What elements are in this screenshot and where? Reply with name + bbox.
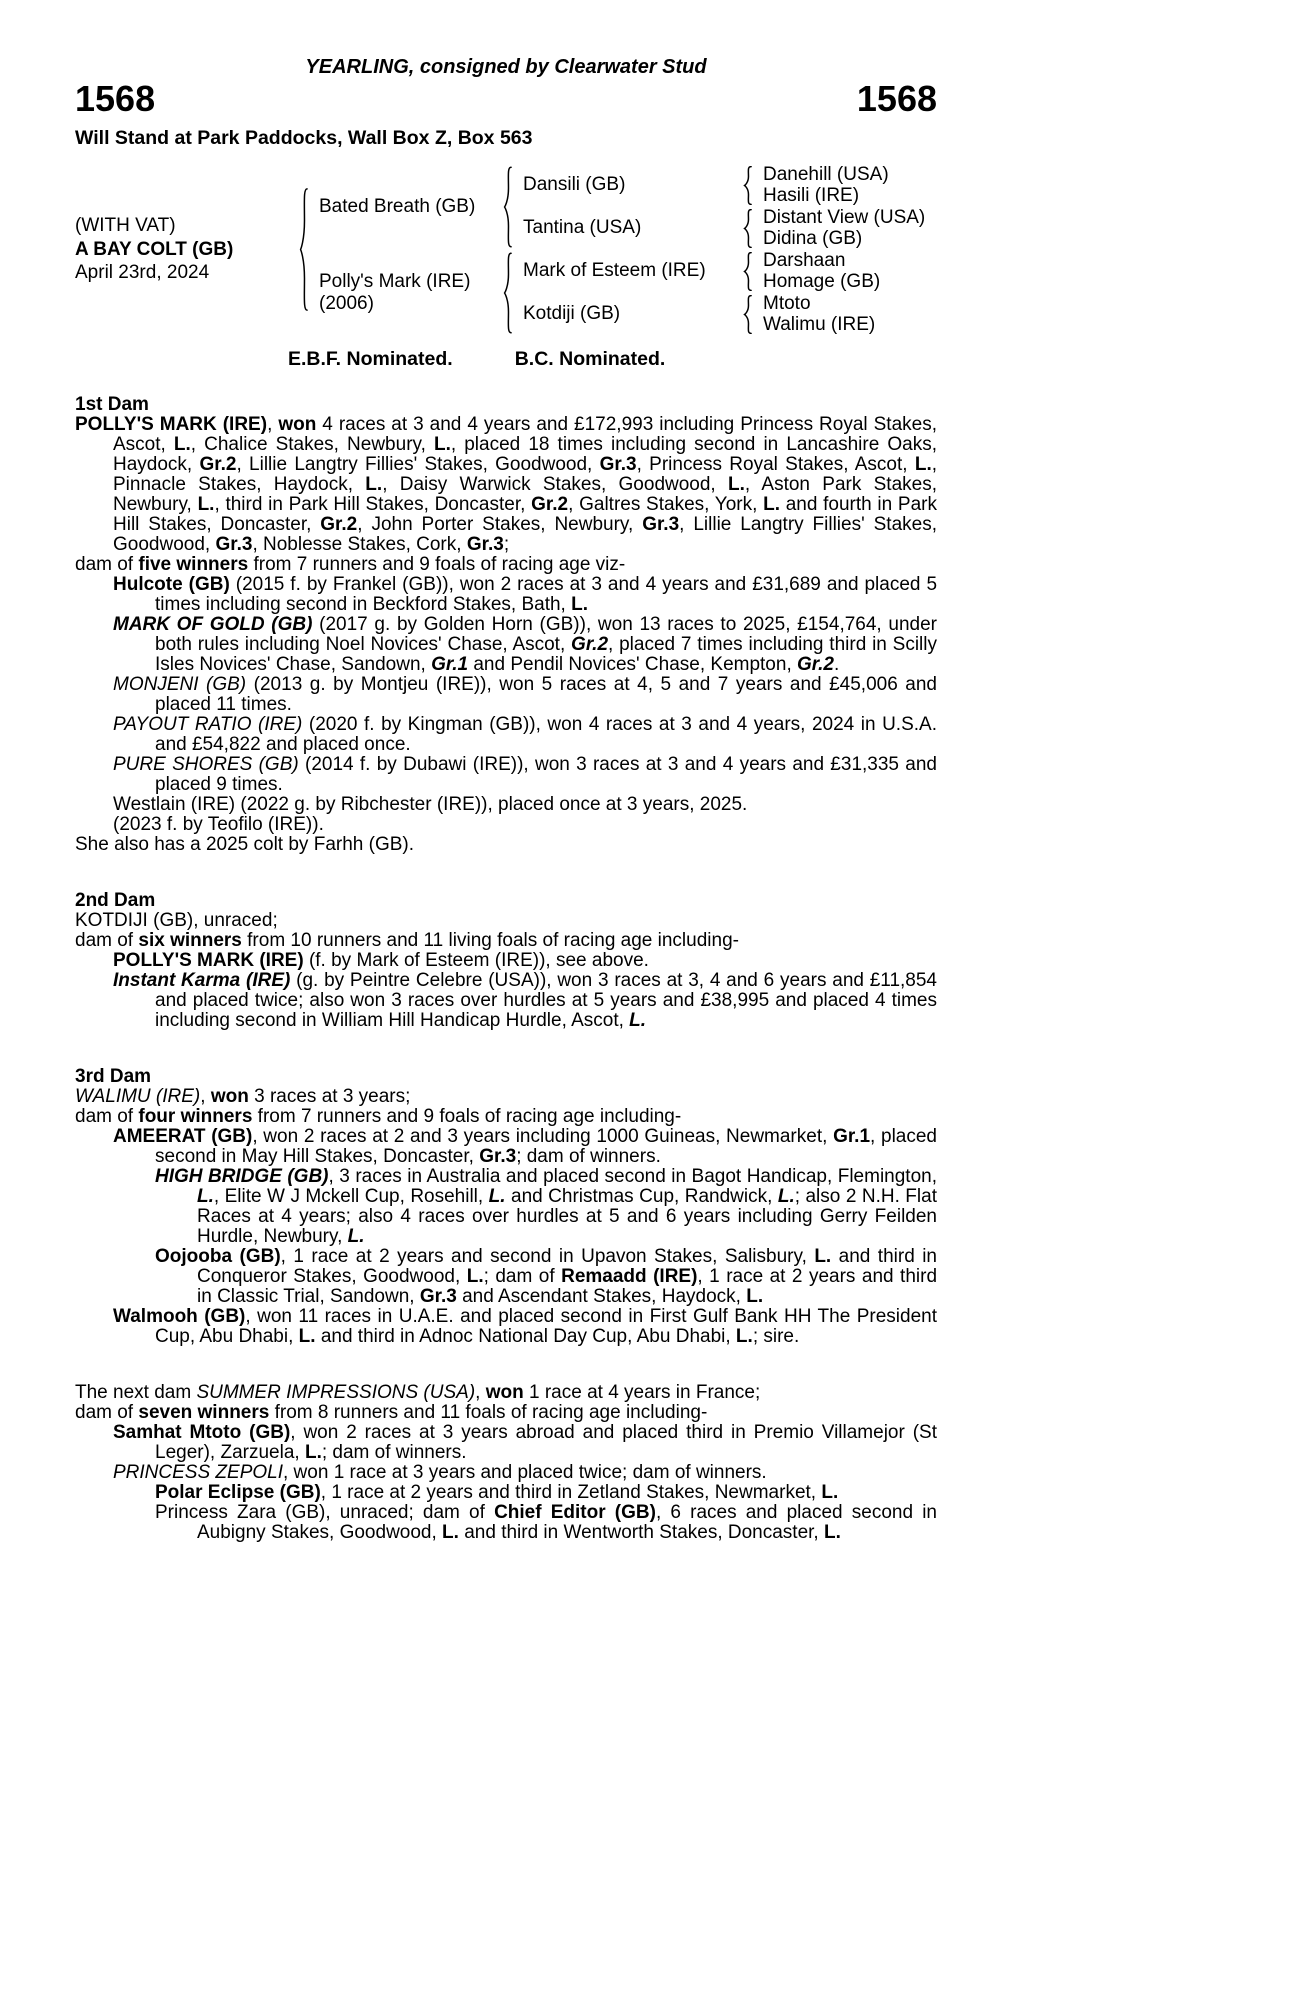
lot-number-right: 1568 bbox=[856, 78, 937, 119]
text-segment: L. bbox=[735, 1325, 753, 1347]
pedigree-paragraph bbox=[75, 1503, 937, 1543]
pedigree-paragraph bbox=[75, 615, 937, 675]
text-segment: ; sire. bbox=[752, 1325, 800, 1347]
text-segment: L. bbox=[914, 453, 932, 475]
pedigree-sire-dam: Tantina (USA) bbox=[523, 217, 642, 239]
text-segment: Hulcote (GB) bbox=[113, 573, 230, 595]
pedigree-paragraph bbox=[75, 1307, 937, 1347]
text-segment: L. bbox=[433, 433, 451, 455]
text-segment: from 10 runners and 11 living foals of racing age including- bbox=[241, 929, 739, 951]
text-segment: (g. by Peintre Celebre (USA)), won 3 races at 3, 4 and 6 years and £11,854 and placed twice; also won 3 races over hurdles at 5 years and £38,995 and placed 4 times including second in William Hill Handicap Hurdle, Ascot, bbox=[155, 969, 938, 1031]
stand-location: Will Stand at Park Paddocks, Wall Box Z, Box 563 bbox=[75, 126, 533, 149]
text-segment: L. bbox=[746, 1285, 764, 1307]
text-segment: (2014 f. by Dubawi (IRE)), won 3 races at 3 and 4 years and £31,335 and placed 9 times. bbox=[155, 753, 937, 795]
dam-heading: 1st Dam bbox=[75, 393, 149, 415]
text-segment: L. bbox=[488, 1185, 506, 1207]
text-segment: MONJENI (GB) bbox=[113, 673, 247, 695]
text-segment: 4 races at 3 and 4 years and £172,993 including Princess Royal Stakes, Ascot, bbox=[113, 413, 937, 455]
text-segment: PRINCESS ZEPOLI bbox=[113, 1461, 283, 1483]
text-segment: Gr.1 bbox=[431, 653, 469, 675]
text-segment: and fourth in Park Hill Stakes, Doncaster, bbox=[113, 493, 937, 535]
text-segment: , Noblesse Stakes, Cork, bbox=[252, 533, 467, 555]
text-segment: Westlain (IRE) (2022 g. by Ribchester (IRE)), placed once at 3 years, 2025. bbox=[113, 793, 748, 815]
text-segment: Gr.2 bbox=[320, 513, 358, 535]
bc-nominated: B.C. Nominated. bbox=[514, 347, 666, 370]
pedigree-paragraph bbox=[75, 675, 937, 715]
text-segment: L. bbox=[821, 1481, 839, 1503]
vat-note: (WITH VAT) bbox=[75, 215, 176, 237]
dam-sire-brace-icon bbox=[741, 250, 763, 293]
pedigree-table bbox=[75, 164, 937, 336]
pedigree-paragraph bbox=[75, 815, 937, 835]
text-segment: dam of bbox=[75, 553, 139, 575]
text-segment: , Lillie Langtry Fillies' Stakes, Goodwood, bbox=[236, 453, 600, 475]
text-segment: Gr.1 bbox=[833, 1125, 871, 1147]
dam-brace-icon bbox=[501, 250, 523, 336]
text-segment: L. bbox=[298, 1325, 316, 1347]
text-segment: Gr.2 bbox=[571, 633, 609, 655]
text-segment: , 1 race at 2 years and third in Zetland Stakes, Newmarket, bbox=[320, 1481, 822, 1503]
text-segment: (2020 f. by Kingman (GB)), won 4 races at 3 and 4 years, 2024 in U.S.A. and £54,822 and placed once. bbox=[155, 713, 937, 755]
text-segment: L. bbox=[365, 473, 383, 495]
text-segment: Gr.2 bbox=[531, 493, 569, 515]
text-segment: , Aston Park Stakes, Newbury, bbox=[113, 473, 937, 515]
dam-year: (2006) bbox=[319, 292, 374, 314]
lot-number-row bbox=[75, 78, 937, 119]
section-spacer bbox=[75, 855, 937, 891]
pedigree-paragraph bbox=[75, 555, 937, 575]
text-segment: , won 11 races in U.A.E. and placed second in First Gulf Bank HH The President Cup, Abu Dhabi, bbox=[155, 1305, 937, 1347]
text-segment: ; dam of winners. bbox=[516, 1145, 661, 1167]
text-segment: , 1 race at 2 years and second in Upavon Stakes, Salisbury, bbox=[280, 1245, 815, 1267]
text-segment: KOTDIJI (GB), unraced; bbox=[75, 909, 278, 931]
text-segment: , Elite W J Mckell Cup, Rosehill, bbox=[213, 1185, 489, 1207]
text-segment: Gr.3 bbox=[479, 1145, 517, 1167]
text-segment: L. bbox=[728, 473, 745, 495]
colt-info bbox=[75, 164, 297, 336]
foal-date: April 23rd, 2024 bbox=[75, 262, 210, 284]
nominations-line bbox=[75, 348, 937, 371]
text-segment: Gr.2 bbox=[199, 453, 237, 475]
text-segment: L. bbox=[814, 1245, 832, 1267]
text-segment: L. bbox=[442, 1521, 459, 1543]
text-segment: , placed 18 times including second in Lancashire Oaks, Haydock, bbox=[113, 433, 937, 475]
text-segment: seven winners bbox=[138, 1401, 270, 1423]
text-segment: from 7 runners and 9 foals of racing age including- bbox=[252, 1105, 682, 1127]
pedigree-text bbox=[75, 395, 937, 1543]
text-segment: WALIMU (IRE) bbox=[75, 1085, 201, 1107]
text-segment: (2023 f. by Teofilo (IRE)). bbox=[113, 813, 324, 835]
text-segment: and Ascendant Stakes, Haydock, bbox=[456, 1285, 747, 1307]
text-segment: L. bbox=[304, 1441, 322, 1463]
text-segment: , placed second in May Hill Stakes, Doncaster, bbox=[155, 1125, 937, 1167]
text-segment: L. bbox=[466, 1265, 484, 1287]
pedigree-paragraph bbox=[75, 1107, 937, 1127]
text-segment: L. bbox=[173, 433, 191, 455]
sire-brace-icon bbox=[501, 164, 523, 250]
text-segment: won bbox=[278, 413, 317, 435]
text-segment: (2013 g. by Montjeu (IRE)), won 5 races at 4, 5 and 7 years and £45,006 and placed 11 times. bbox=[155, 673, 937, 715]
pedigree-paragraph bbox=[75, 1247, 937, 1307]
text-segment: , won 2 races at 2 and 3 years including 1000 Guineas, Newmarket, bbox=[252, 1125, 834, 1147]
lot-number-left: 1568 bbox=[75, 78, 156, 119]
pedigree-dam-dam-sire: Mtoto bbox=[763, 292, 811, 314]
text-segment: PAYOUT RATIO (IRE) bbox=[113, 713, 303, 735]
text-segment: ; dam of bbox=[483, 1265, 562, 1287]
ebf-nominated: E.B.F. Nominated. bbox=[288, 347, 453, 370]
pedigree-paragraph bbox=[75, 835, 937, 855]
pedigree-paragraph bbox=[75, 1383, 937, 1403]
text-segment: and third in Wentworth Stakes, Doncaster, bbox=[458, 1521, 824, 1543]
text-segment: Chief Editor (GB) bbox=[494, 1501, 656, 1523]
pedigree-dam-sire: Mark of Esteem (IRE) bbox=[523, 260, 706, 282]
text-segment: 3 races at 3 years; bbox=[248, 1085, 411, 1107]
text-segment: Samhat Mtoto (GB) bbox=[113, 1421, 291, 1443]
colt-name: A BAY COLT (GB) bbox=[75, 238, 234, 260]
text-segment: , bbox=[200, 1085, 211, 1107]
text-segment: L. bbox=[197, 493, 215, 515]
text-segment: HIGH BRIDGE (GB) bbox=[155, 1165, 329, 1187]
text-segment: dam of bbox=[75, 1105, 139, 1127]
text-segment: Instant Karma (IRE) bbox=[113, 969, 291, 991]
pedigree-paragraph bbox=[75, 971, 937, 1031]
text-segment: , John Porter Stakes, Newbury, bbox=[357, 513, 643, 535]
pedigree-paragraph bbox=[75, 1127, 937, 1167]
pedigree-dam bbox=[319, 250, 501, 336]
text-segment: ; also 2 N.H. Flat Races at 4 years; also 4 races over hurdles at 5 and 6 years including Gerry Feilden Hurdle, Newbury, bbox=[197, 1185, 937, 1247]
text-segment: AMEERAT (GB) bbox=[113, 1125, 253, 1147]
pedigree-paragraph bbox=[75, 1423, 937, 1463]
pedigree-paragraph bbox=[75, 911, 937, 931]
pedigree-sire-dam-sire: Distant View (USA) bbox=[763, 206, 926, 228]
text-segment: , won 2 races at 3 years abroad and placed third in Premio Villamejor (St Leger), Zarzuela, bbox=[155, 1421, 937, 1463]
text-segment: L. bbox=[763, 493, 780, 515]
text-segment: , 1 race at 2 years and third in Classic Trial, Sandown, bbox=[197, 1265, 938, 1307]
pedigree-paragraph bbox=[75, 715, 937, 755]
text-segment: , Pinnacle Stakes, Haydock, bbox=[113, 453, 938, 495]
consignor-line: YEARLING, consigned by Clearwater Stud bbox=[305, 56, 707, 78]
text-segment: Gr.2 bbox=[797, 653, 834, 675]
text-segment: (2017 g. by Golden Horn (GB)), won 13 races to 2025, £154,764, under both rules including Noel Novices' Chase, Ascot, bbox=[155, 613, 937, 655]
text-segment: Walmooh (GB) bbox=[113, 1305, 246, 1327]
text-segment: L. bbox=[347, 1225, 365, 1247]
text-segment: POLLY'S MARK (IRE) bbox=[75, 413, 268, 435]
pedigree-paragraph bbox=[75, 931, 937, 951]
text-segment: POLLY'S MARK (IRE) bbox=[113, 949, 304, 971]
text-segment: four winners bbox=[138, 1105, 253, 1127]
text-segment: Gr.3 bbox=[419, 1285, 457, 1307]
text-segment: won bbox=[210, 1085, 249, 1107]
pedigree-paragraph bbox=[75, 795, 937, 815]
pedigree-dam-sire-sire: Darshaan bbox=[763, 249, 846, 271]
text-segment: (2015 f. by Frankel (GB)), won 2 races at 3 and 4 years and £31,689 and placed 5 times including second in Beckford Stakes, Bath, bbox=[155, 573, 938, 615]
pedigree-paragraph bbox=[75, 1167, 937, 1247]
dam-heading: 2nd Dam bbox=[75, 889, 156, 911]
text-segment: and Pendil Novices' Chase, Kempton, bbox=[468, 653, 797, 675]
text-segment: . bbox=[833, 653, 840, 675]
pedigree-sire: Bated Breath (GB) bbox=[319, 195, 476, 217]
dam-name: Polly's Mark (IRE) bbox=[319, 271, 471, 293]
text-segment: from 8 runners and 11 foals of racing age including- bbox=[269, 1401, 708, 1423]
section-spacer bbox=[75, 1347, 937, 1383]
text-segment: L. bbox=[571, 593, 588, 615]
pedigree-paragraph bbox=[75, 1403, 937, 1423]
text-segment: , 6 races and placed second in Aubigny Stakes, Goodwood, bbox=[197, 1501, 937, 1543]
text-segment: L. bbox=[824, 1521, 841, 1543]
pedigree-dam-dam: Kotdiji (GB) bbox=[523, 303, 621, 325]
text-segment: Remaadd (IRE) bbox=[561, 1265, 698, 1287]
text-segment: ; dam of winners. bbox=[321, 1441, 467, 1463]
text-segment: , placed 7 times including third in Scilly Isles Novices' Chase, Sandown, bbox=[155, 633, 937, 675]
pedigree-sire-sire: Dansili (GB) bbox=[523, 174, 626, 196]
text-segment: L. bbox=[629, 1009, 647, 1031]
text-segment: Gr.3 bbox=[642, 513, 680, 535]
text-segment: Gr.3 bbox=[466, 533, 504, 555]
text-segment: The next dam bbox=[75, 1381, 197, 1403]
text-segment: PURE SHORES (GB) bbox=[113, 753, 299, 775]
text-segment: , Daisy Warwick Stakes, Goodwood, bbox=[382, 473, 728, 495]
pedigree-sire-sire-dam: Hasili (IRE) bbox=[763, 185, 860, 207]
text-segment: six winners bbox=[138, 929, 242, 951]
text-segment: from 7 runners and 9 foals of racing age viz- bbox=[248, 553, 626, 575]
text-segment: five winners bbox=[138, 553, 249, 575]
text-segment: and Christmas Cup, Randwick, bbox=[505, 1185, 778, 1207]
section-spacer bbox=[75, 1031, 937, 1067]
pedigree-paragraph bbox=[75, 1483, 937, 1503]
pedigree-paragraph bbox=[75, 1087, 937, 1107]
text-segment: ; bbox=[503, 533, 510, 555]
text-segment: , Lillie Langtry Fillies' Stakes, Goodwood, bbox=[113, 513, 937, 555]
text-segment: L. bbox=[777, 1185, 795, 1207]
text-segment: , bbox=[267, 413, 279, 435]
text-segment: and third in Conqueror Stakes, Goodwood, bbox=[197, 1245, 937, 1287]
text-segment: , 3 races in Australia and placed second in Bagot Handicap, Flemington, bbox=[328, 1165, 937, 1187]
text-segment: Gr.3 bbox=[215, 533, 253, 555]
pedigree-paragraph bbox=[75, 755, 937, 795]
pedigree-sire-sire-sire: Danehill (USA) bbox=[763, 163, 889, 185]
sire-sire-brace-icon bbox=[741, 164, 763, 207]
text-segment: , bbox=[475, 1381, 486, 1403]
text-segment: and third in Adnoc National Day Cup, Abu Dhabi, bbox=[315, 1325, 736, 1347]
text-segment: won bbox=[485, 1381, 524, 1403]
text-segment: MARK OF GOLD (GB) bbox=[113, 613, 313, 635]
text-segment: (f. by Mark of Esteem (IRE)), see above. bbox=[303, 949, 649, 971]
text-segment: Gr.3 bbox=[599, 453, 637, 475]
dam-dam-brace-icon bbox=[741, 293, 763, 336]
pedigree-paragraph bbox=[75, 951, 937, 971]
text-segment: 1 race at 4 years in France; bbox=[523, 1381, 761, 1403]
pedigree-paragraph bbox=[75, 1463, 937, 1483]
text-segment: Polar Eclipse (GB) bbox=[155, 1481, 321, 1503]
text-segment: Oojooba (GB) bbox=[155, 1245, 281, 1267]
pedigree-paragraph bbox=[75, 415, 937, 555]
text-segment: Princess Zara (GB), unraced; dam of bbox=[155, 1501, 495, 1523]
text-segment: She also has a 2025 colt by Farhh (GB). bbox=[75, 833, 415, 855]
main-brace-icon bbox=[297, 185, 319, 314]
text-segment: L. bbox=[197, 1185, 214, 1207]
text-segment: dam of bbox=[75, 929, 139, 951]
pedigree-sire-dam-dam: Didina (GB) bbox=[763, 228, 863, 250]
text-segment: dam of bbox=[75, 1401, 139, 1423]
pedigree-dam-sire-dam: Homage (GB) bbox=[763, 271, 881, 293]
sire-dam-brace-icon bbox=[741, 207, 763, 250]
pedigree-paragraph bbox=[75, 575, 937, 615]
text-segment: SUMMER IMPRESSIONS (USA) bbox=[196, 1381, 476, 1403]
text-segment: , Princess Royal Stakes, Ascot, bbox=[636, 453, 915, 475]
dam-heading: 3rd Dam bbox=[75, 1065, 152, 1087]
pedigree-dam-dam-dam: Walimu (IRE) bbox=[763, 314, 876, 336]
text-segment: , Galtres Stakes, York, bbox=[568, 493, 764, 515]
text-segment: , Chalice Stakes, Newbury, bbox=[190, 433, 434, 455]
text-segment: , third in Park Hill Stakes, Doncaster, bbox=[214, 493, 532, 515]
text-segment: , won 1 race at 3 years and placed twice; dam of winners. bbox=[283, 1461, 767, 1483]
